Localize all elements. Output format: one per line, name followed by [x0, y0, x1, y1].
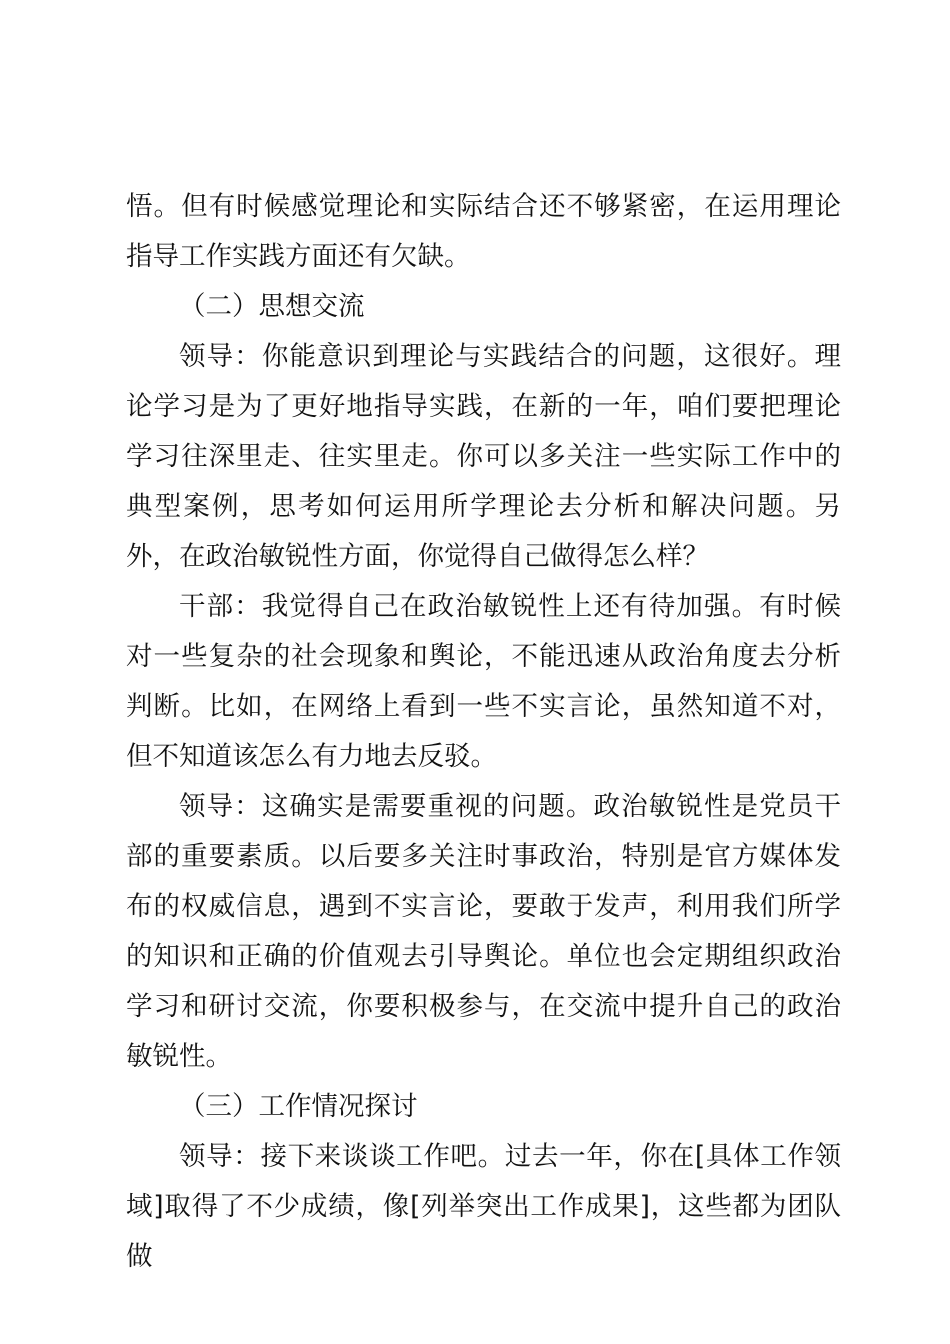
dialogue-paragraph: 领导：你能意识到理论与实践结合的问题，这很好。理论学习是为了更好地指导实践，在新的一年，咱们要把理论学习往深里走、往实里走。你可以多关注一些实际工作中的典型案例，思考如何运用所学理论去分析和解决问题。另外，在政治敏锐性方面，你觉得自己做得怎么样？ — [126, 341, 841, 572]
section-heading-2: （二）思想交流 — [179, 291, 365, 322]
document-body — [126, 182, 841, 1282]
dialogue-paragraph: 干部：我觉得自己在政治敏锐性上还有待加强。有时候对一些复杂的社会现象和舆论，不能迅速从政治角度去分析判断。比如，在网络上看到一些不实言论，虽然知道不对，但不知道该怎么有力地去反驳。 — [126, 591, 841, 772]
dialogue-paragraph: 领导：接下来谈谈工作吧。过去一年，你在[具体工作领域]取得了不少成绩，像[列举突出工作成果]，这些都为团队做 — [126, 1141, 841, 1272]
dialogue-paragraph: 领导：这确实是需要重视的问题。政治敏锐性是党员干部的重要素质。以后要多关注时事政治，特别是官方媒体发布的权威信息，遇到不实言论，要敢于发声，利用我们所学的知识和正确的价值观去引导舆论。单位也会定期组织政治学习和研讨交流，你要积极参与，在交流中提升自己的政治敏锐性。 — [126, 791, 841, 1072]
paragraph-continuation: 悟。但有时候感觉理论和实际结合还不够紧密，在运用理论指导工作实践方面还有欠缺。 — [126, 191, 841, 272]
section-heading-3: （三）工作情况探讨 — [179, 1091, 418, 1122]
